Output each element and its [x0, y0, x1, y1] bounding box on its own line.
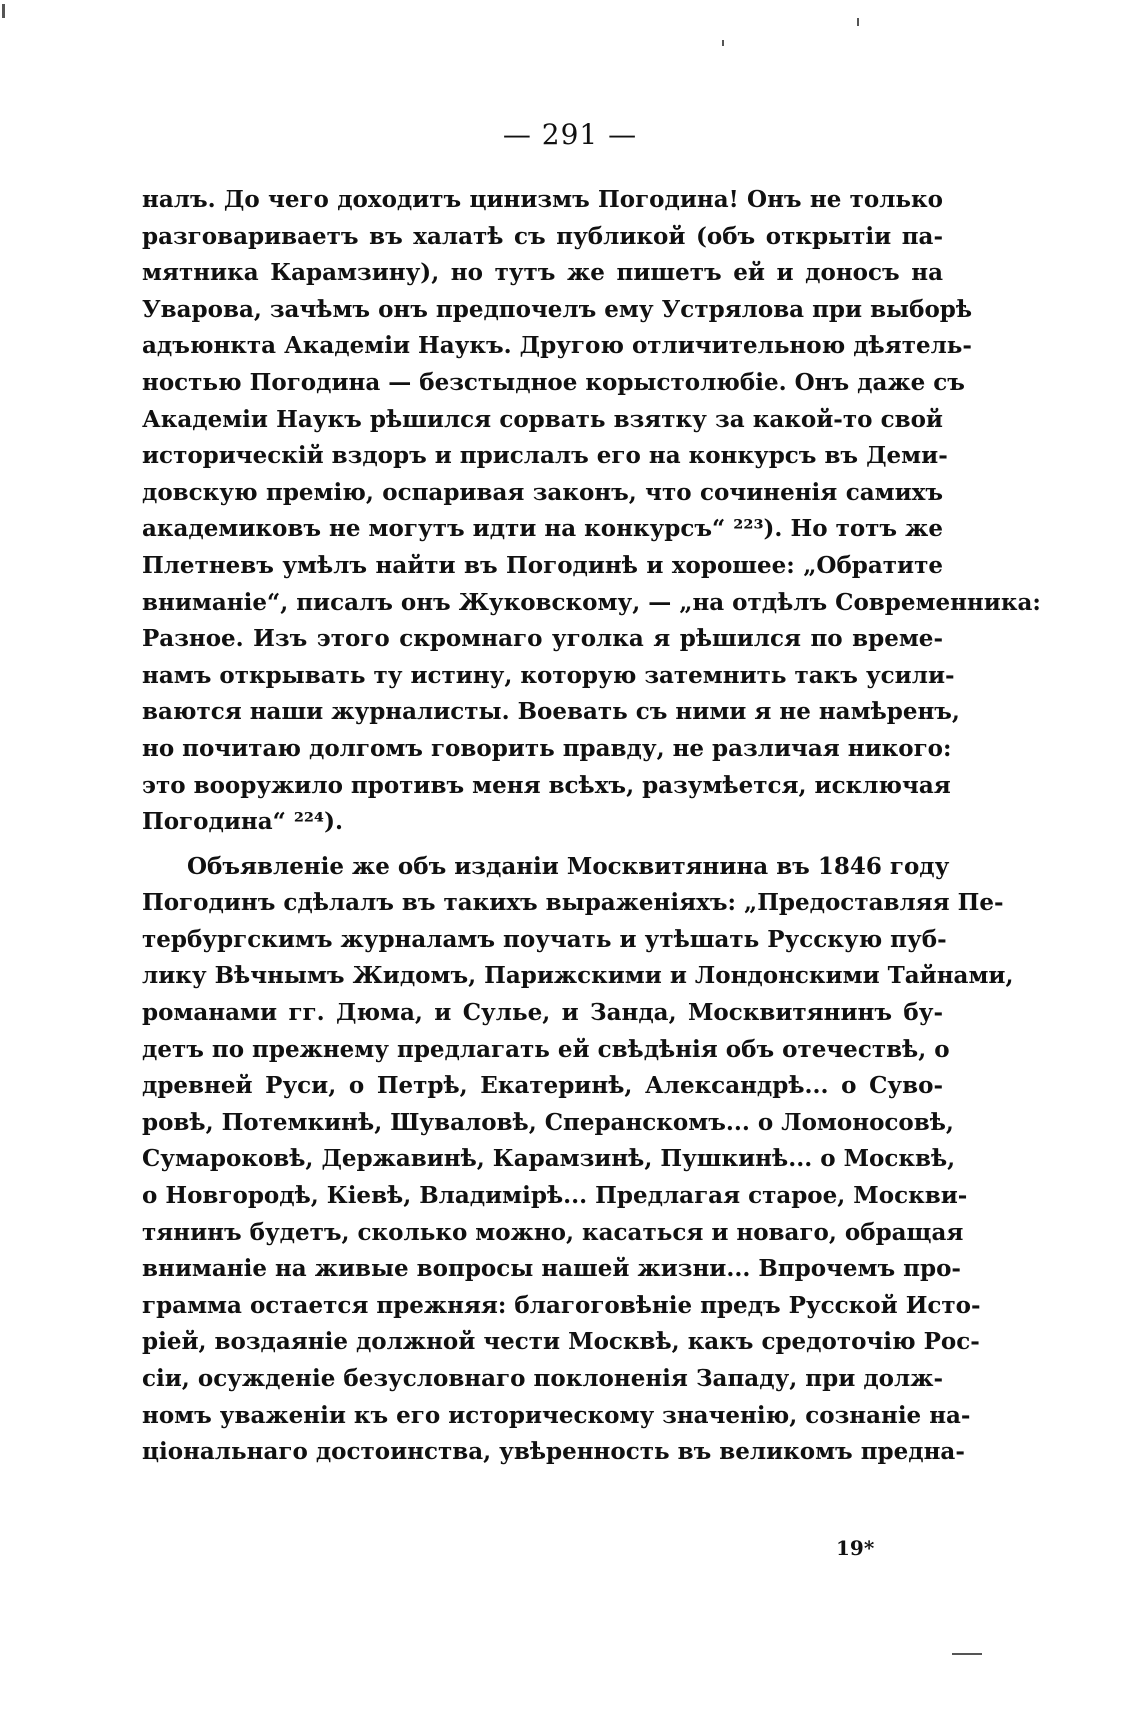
text-line: грамма остается прежняя: благоговѣніе предъ Русской Исто-	[142, 1291, 981, 1319]
paragraph	[142, 182, 1041, 841]
text-line: древней Руси, о Петрѣ, Екатеринѣ, Александрѣ... о Суво-	[142, 1072, 943, 1100]
text-line: Академіи Наукъ рѣшился сорвать взятку за какой-то свой	[142, 405, 943, 433]
text-line: вниманіе на живые вопросы нашей жизни... Впрочемъ про-	[142, 1255, 961, 1283]
text-line: Плетневъ умѣлъ найти въ Погодинѣ и хорошее: „Обратите	[142, 551, 943, 579]
text-line: но почитаю долгомъ говорить правду, не различая никого:	[142, 734, 952, 762]
text-line: мятника Карамзину), но тутъ же пишетъ ей и доносъ на	[142, 259, 943, 287]
text-line: довскую премію, оспаривая законъ, что сочиненія самихъ	[142, 478, 943, 506]
text-line: это вооружило противъ меня всѣхъ, разумѣется, исключая	[142, 771, 951, 799]
scan-speck	[722, 40, 724, 46]
text-line: романами гг. Дюма, и Сулье, и Занда, Москвитянинъ бу-	[142, 999, 943, 1027]
text-line: Уварова, зачѣмъ онъ предпочелъ ему Устрялова при выборѣ	[142, 295, 973, 323]
text-line: лику Вѣчнымъ Жидомъ, Парижскими и Лондонскими Тайнами,	[142, 962, 1014, 990]
text-line: ріей, воздаяніе должной чести Москвѣ, какъ средоточію Рос-	[142, 1328, 980, 1356]
text-line: вниманіе“, писалъ онъ Жуковскому, — „на отдѣлъ Современника:	[142, 588, 1041, 616]
text-line: намъ открывать ту истину, которую затемнить такъ усили-	[142, 661, 955, 689]
text-line: тербургскимъ журналамъ поучать и утѣшать Русскую пуб-	[142, 925, 947, 953]
text-line: Объявленіе же объ изданіи Москвитянина въ 1846 году	[187, 852, 950, 880]
text-line: Сумароковѣ, Державинѣ, Карамзинѣ, Пушкинѣ... о Москвѣ,	[142, 1145, 956, 1173]
text-line: ностью Погодина — безстыдное корыстолюбіе. Онъ даже съ	[142, 368, 965, 396]
body-text	[142, 182, 1041, 1471]
scan-speck	[857, 18, 859, 26]
text-line: разговариваетъ въ халатѣ съ публикой (объ открытіи па-	[142, 222, 943, 250]
paragraph-gap	[142, 841, 943, 849]
text-line: историческій вздоръ и прислалъ его на конкурсъ въ Деми-	[142, 442, 948, 470]
scan-mark	[952, 1653, 982, 1655]
text-line: ціональнаго достоинства, увѣренность въ великомъ предна-	[142, 1438, 965, 1466]
text-line: Погодина“ ²²⁴).	[142, 808, 343, 836]
text-line: тянинъ будетъ, сколько можно, касаться и новаго, обращая	[142, 1218, 964, 1246]
text-line: Погодинъ сдѣлалъ въ такихъ выраженіяхъ: „Предоставляя Пе-	[142, 889, 1004, 917]
text-line: ваются наши журналисты. Воевать съ ними я не намѣренъ,	[142, 698, 960, 726]
text-line: академиковъ не могутъ идти на конкурсъ“ ²²³). Но тотъ же	[142, 515, 943, 543]
page-number: — 291 —	[502, 118, 638, 151]
scan-mark	[2, 4, 5, 18]
text-line: Разное. Изъ этого скромнаго уголка я рѣшился по време-	[142, 625, 943, 653]
text-line: ровѣ, Потемкинѣ, Шуваловѣ, Сперанскомъ... о Ломоносовѣ,	[142, 1108, 954, 1136]
text-line: номъ уваженіи къ его историческому значенію, сознаніе на-	[142, 1401, 971, 1429]
text-line: детъ по прежнему предлагать ей свѣдѣнія объ отечествѣ, о	[142, 1035, 950, 1063]
text-line: сіи, осужденіе безусловнаго поклоненія Западу, при долж-	[142, 1365, 943, 1392]
text-line: о Новгородѣ, Кіевѣ, Владимірѣ... Предлагая старое, Москви-	[142, 1182, 968, 1210]
signature-mark: 19*	[836, 1536, 875, 1560]
text-line: адъюнкта Академіи Наукъ. Другою отличительною дѣятель-	[142, 332, 972, 360]
paragraph	[142, 849, 1014, 1471]
text-line: налъ. До чего доходитъ цинизмъ Погодина! Онъ не только	[142, 186, 943, 213]
